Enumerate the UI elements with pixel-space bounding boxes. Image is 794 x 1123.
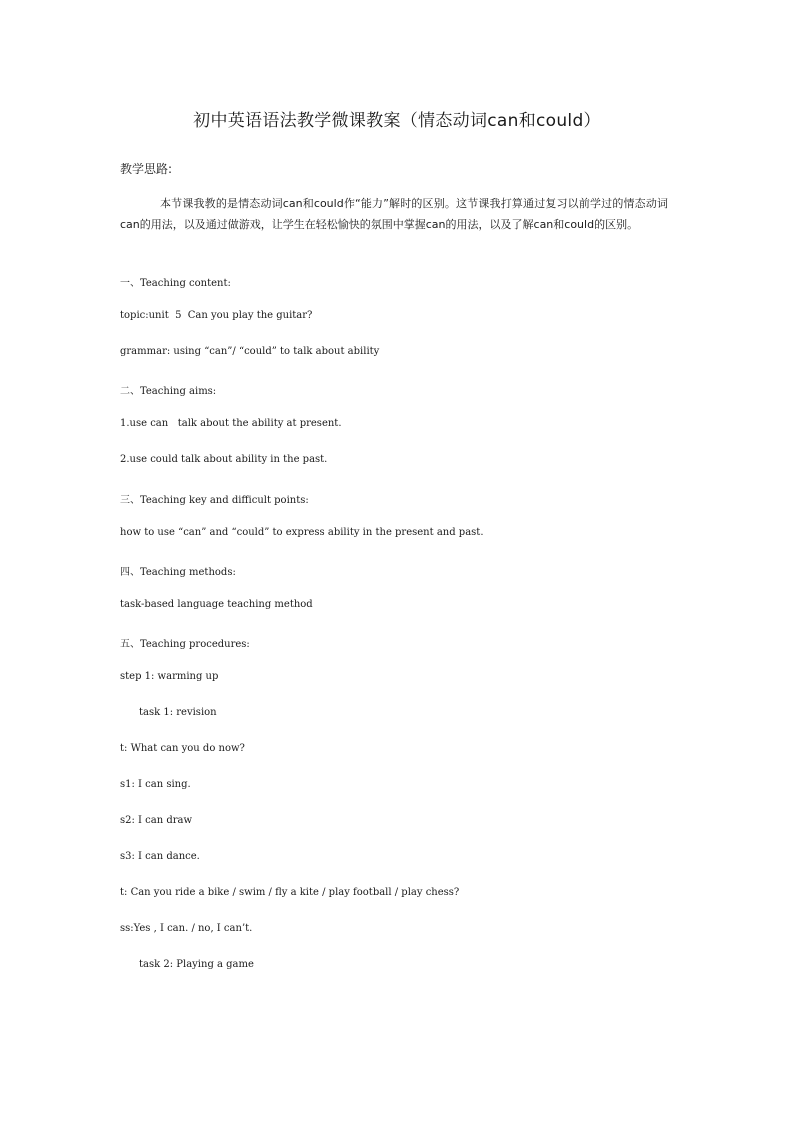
task-2: task 2: Playing a game: [139, 959, 254, 970]
teaching-ideas-heading: 教学思路:: [120, 162, 173, 176]
dialogue-line: t: What can you do now?: [120, 743, 245, 754]
section-key-points: 三、Teaching key and difficult points:: [120, 495, 309, 506]
dialogue-line: s3: I can dance.: [120, 851, 200, 862]
step-1: step 1: warming up: [120, 671, 219, 682]
section-teaching-procedures: 五、Teaching procedures:: [120, 639, 250, 650]
topic-line: topic:unit 5 Can you play the guitar?: [120, 310, 313, 321]
section-teaching-aims: 二、Teaching aims:: [120, 386, 217, 397]
aim-1: 1.use can talk about the ability at present.: [120, 418, 342, 429]
grammar-line: grammar: using “can”/ “could” to talk about ability: [120, 346, 380, 357]
section-teaching-methods: 四、Teaching methods:: [120, 567, 236, 578]
task-1: task 1: revision: [139, 707, 217, 718]
key-points-text: how to use “can” and “could” to express ability in the present and past.: [120, 527, 484, 538]
dialogue-line: s1: I can sing.: [120, 779, 191, 790]
dialogue-line: ss:Yes , I can. / no, I can’t.: [120, 923, 253, 934]
intro-paragraph: 本节课我教的是情态动词can和could作“能力”解时的区别。这节课我打算通过复习以前学过的情态动词can的用法，以及通过做游戏，让学生在轻松愉快的氛围中掌握can的用法，以及了解can和could的区别。: [120, 197, 668, 231]
methods-text: task-based language teaching method: [120, 599, 313, 610]
section-teaching-content: 一、Teaching content:: [120, 278, 231, 289]
document-title: 初中英语语法教学微课教案（情态动词can和could）: [193, 111, 601, 131]
dialogue-line: t: Can you ride a bike / swim / fly a kite / play football / play chess?: [120, 887, 460, 898]
aim-2: 2.use could talk about ability in the past.: [120, 454, 328, 465]
dialogue-line: s2: I can draw: [120, 815, 193, 826]
